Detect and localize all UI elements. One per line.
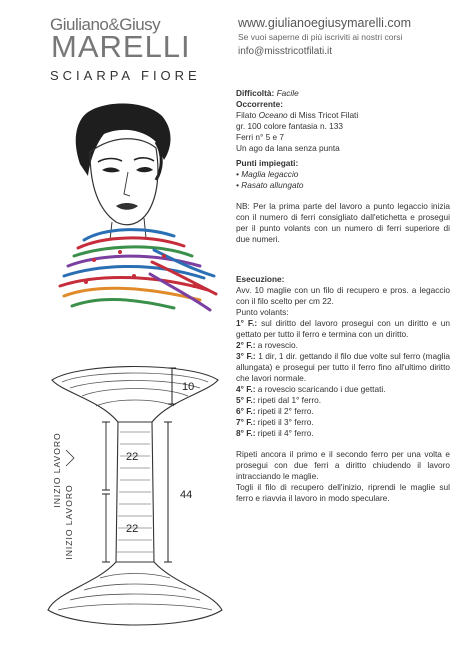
website-link[interactable]: www.giulianoegiusymarelli.com [238, 16, 411, 30]
email-link[interactable]: info@misstricotfilati.it [238, 46, 333, 57]
execution-section [236, 274, 450, 504]
material-line-3: Ferri n° 5 e 7 [236, 132, 285, 142]
row-5: 5° F.: ripeti dal 1° ferro. [236, 395, 322, 405]
brand-marelli: MARELLI [51, 29, 191, 64]
row-7: 7° F.: ripeti il 3° ferro. [236, 417, 314, 427]
material-line-1: Filato Oceano di Miss Tricot Filati [236, 110, 359, 120]
stitch-2: • Rasato allungato [236, 180, 304, 190]
row-4: 4° F.: a rovescio scaricando i due gettati. [236, 384, 386, 394]
diagram-top-ruffle [52, 367, 218, 423]
material-line-4: Un ago da lana senza punta [236, 143, 340, 153]
closing-1: Ripeti ancora il primo e il secondo ferro per una volta e prosegui con due ferri a diritto chiudendo il lavoro intracciando le maglie. [236, 449, 450, 481]
row-2: 2° F.: a rovescio. [236, 340, 298, 350]
nb-paragraph: NB: Per la prima parte del lavoro a punto legaccio inizia con il numero di ferri consigliato dall'etichetta e prosegui per il punto volants con un numero di ferri superiore di due numeri. [236, 201, 450, 244]
start-label-top: INIZIO LAVORO [52, 432, 62, 508]
brand-ampersand: & [108, 15, 120, 34]
execution-intro: Avv. 10 maglie con un filo di recupero e pros. a legaccio con il filo scelto per cm 22. [236, 285, 450, 306]
row-8: 8° F.: ripeti il 4° ferro. [236, 428, 314, 438]
dim-total-label: 44 [180, 489, 193, 501]
difficulty-label: Difficoltà: [236, 88, 275, 98]
material-line-2: gr. 100 colore fantasia n. 133 [236, 121, 344, 131]
brand-name-giusy: Giusy [119, 15, 161, 34]
brand-name-giuliano: Giuliano [50, 15, 109, 34]
courses-note: Se vuoi saperne di più iscriviti ai nostri corsi [238, 32, 403, 42]
pattern-title: SCIARPA FIORE [50, 68, 201, 83]
start-label-bottom: INIZIO LAVORO [64, 484, 74, 560]
dim-top-label: 10 [182, 381, 195, 393]
scarf-diagram [40, 362, 230, 632]
row-6: 6° F.: ripeti il 2° ferro. [236, 406, 314, 416]
execution-title: Esecuzione: [236, 274, 285, 284]
dim-half-top-label: 22 [126, 451, 139, 463]
row-3: 3° F.: 1 dir, 1 dir. gettando il filo due volte sul ferro (maglia allungata) e prosegui per tutto il ferro fino all'ultimo diritto che lavori normale. [236, 351, 450, 383]
closing-2: Togli il filo di recupero dell'inizio, riprendi le maglie sul ferro e riavvia il lavoro in modo speculare. [236, 482, 450, 503]
details-section [236, 88, 450, 245]
difficulty-value: Facile [276, 88, 299, 98]
dim-half-bottom-label: 22 [126, 523, 139, 535]
fashion-illustration [24, 100, 220, 318]
stitches-title: Punti impiegati: [236, 158, 299, 168]
row-1: 1° F.: sul diritto del lavoro prosegui con un diritto e un gettato per tutto il ferro e termina con un diritto. [236, 318, 450, 339]
volants-label: Punto volants: [236, 307, 289, 317]
materials-title: Occorrente: [236, 99, 284, 109]
stitch-1: • Maglia legaccio [236, 169, 299, 179]
diagram-bottom-ruffle [48, 562, 222, 625]
